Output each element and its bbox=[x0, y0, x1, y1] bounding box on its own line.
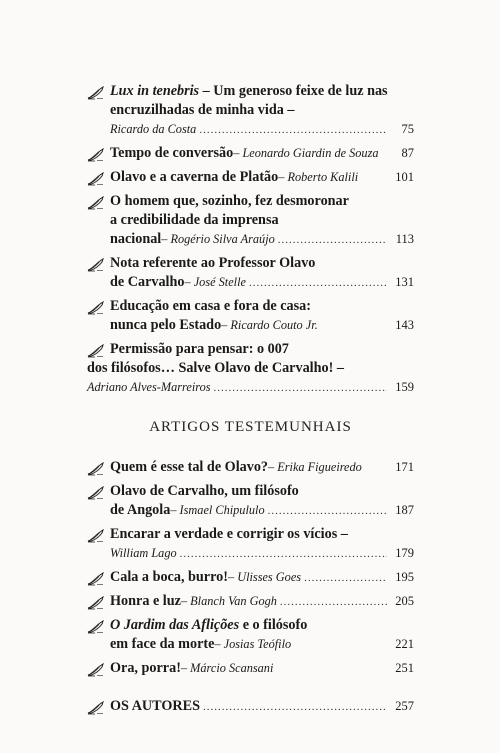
toc-entry[interactable] bbox=[87, 82, 414, 140]
entry-author: Ricardo da Costa bbox=[110, 122, 197, 136]
quill-pen-icon bbox=[87, 86, 105, 100]
entry-title: Educação em casa e fora de casa: bbox=[110, 298, 311, 314]
quill-pen-icon bbox=[87, 529, 105, 543]
quill-pen-icon bbox=[87, 596, 105, 610]
quill-pen-icon bbox=[87, 172, 105, 186]
leader-dots bbox=[268, 502, 387, 521]
page-number: 101 bbox=[395, 170, 414, 184]
quill-pen-icon bbox=[87, 663, 105, 677]
toc-entry[interactable] bbox=[87, 458, 414, 478]
leader-dots bbox=[304, 569, 387, 588]
entry-author: – Ismael Chipululo bbox=[170, 503, 265, 517]
entry-title: Tempo de conversão bbox=[110, 145, 234, 161]
entry-author: – José Stelle bbox=[184, 275, 246, 289]
entry-author: – Josias Teófilo bbox=[214, 637, 292, 651]
toc-entry[interactable] bbox=[87, 340, 414, 398]
toc-entry[interactable] bbox=[87, 144, 414, 164]
quill-pen-icon bbox=[87, 148, 105, 162]
entry-title: Nota referente ao Professor Olavo bbox=[110, 255, 316, 271]
entry-title: O homem que, sozinho, fez desmoronar bbox=[110, 193, 349, 209]
entry-author: – Ricardo Couto Jr. bbox=[221, 318, 318, 332]
entry-title: Quem é esse tal de Olavo? bbox=[110, 459, 269, 475]
entry-title: Ora, porra! bbox=[110, 660, 181, 676]
leader-dots bbox=[278, 231, 387, 250]
toc-entry[interactable] bbox=[87, 297, 414, 336]
leader-dots bbox=[280, 593, 387, 612]
toc-entry[interactable] bbox=[87, 592, 414, 612]
section-heading: ARTIGOS TESTEMUNHAIS bbox=[149, 419, 352, 435]
entry-title: e o filósofo bbox=[239, 617, 308, 633]
quill-pen-icon bbox=[87, 344, 105, 358]
page-number: 113 bbox=[395, 232, 414, 246]
table-of-contents bbox=[87, 82, 414, 721]
page-number: 87 bbox=[401, 146, 414, 160]
quill-pen-icon bbox=[87, 462, 105, 476]
toc-entry-authors[interactable] bbox=[87, 697, 414, 717]
entry-title-cont: de Angola bbox=[110, 502, 171, 518]
toc-entry[interactable] bbox=[87, 616, 414, 655]
page-number: 143 bbox=[395, 318, 414, 332]
entry-author: – Rogério Silva Araújo bbox=[161, 232, 275, 246]
toc-entry[interactable] bbox=[87, 168, 414, 188]
quill-pen-icon bbox=[87, 620, 105, 634]
entry-title-italic: O Jardim das Aflições bbox=[110, 617, 240, 633]
toc-entry[interactable] bbox=[87, 568, 414, 588]
entry-title: Olavo e a caverna de Platão bbox=[110, 169, 279, 185]
page-number: 75 bbox=[401, 122, 414, 136]
entry-author: – Márcio Scansani bbox=[180, 661, 274, 675]
toc-entry[interactable] bbox=[87, 482, 414, 521]
page-number: 205 bbox=[395, 594, 414, 608]
leader-dots bbox=[180, 545, 387, 564]
page-number: 221 bbox=[395, 637, 414, 651]
entry-title: Honra e luz bbox=[110, 593, 181, 609]
entry-title: Permissão para pensar: o 007 bbox=[110, 341, 289, 357]
leader-dots bbox=[199, 121, 387, 140]
entry-title-cont: nunca pelo Estado bbox=[110, 317, 222, 333]
leader-dots bbox=[249, 274, 387, 293]
entry-title: Cala a boca, burro! bbox=[110, 569, 228, 585]
entry-author: William Lago bbox=[110, 546, 177, 560]
entry-author: – Blanch Van Gogh bbox=[180, 594, 277, 608]
entry-title-cont: a credibilidade da imprensa bbox=[110, 212, 279, 228]
page-number: 257 bbox=[395, 699, 414, 713]
entry-author: – Leonardo Giardin de Souza bbox=[233, 146, 379, 160]
page-number: 195 bbox=[395, 570, 414, 584]
entry-title: Olavo de Carvalho, um filósofo bbox=[110, 483, 299, 499]
entry-author: – Ulisses Goes bbox=[227, 570, 302, 584]
entry-title-cont: em face da morte bbox=[110, 636, 215, 652]
quill-pen-icon bbox=[87, 701, 105, 715]
page-number: 131 bbox=[395, 275, 414, 289]
entry-title-cont: dos filósofos… Salve Olavo de Carvalho! – bbox=[87, 360, 344, 376]
toc-entry[interactable] bbox=[87, 525, 414, 564]
page-number: 187 bbox=[395, 503, 414, 517]
entry-author: – Erika Figueiredo bbox=[268, 460, 362, 474]
page-number: 171 bbox=[395, 460, 414, 474]
leader-dots bbox=[203, 698, 387, 717]
spacer bbox=[87, 683, 414, 697]
entry-title: Encarar a verdade e corrigir os vícios – bbox=[110, 526, 348, 542]
entry-title: OS AUTORES bbox=[110, 698, 201, 714]
quill-pen-icon bbox=[87, 258, 105, 272]
entry-author: Adriano Alves-Marreiros bbox=[87, 380, 211, 394]
toc-entry[interactable] bbox=[87, 192, 414, 250]
quill-pen-icon bbox=[87, 301, 105, 315]
toc-entry[interactable] bbox=[87, 254, 414, 293]
page-number: 179 bbox=[395, 546, 414, 560]
entry-title-italic: Lux in tenebris bbox=[110, 83, 200, 99]
quill-pen-icon bbox=[87, 486, 105, 500]
quill-pen-icon bbox=[87, 572, 105, 586]
entry-title-cont: de Carvalho bbox=[110, 274, 185, 290]
toc-entry[interactable] bbox=[87, 659, 414, 679]
entry-title-cont: nacional bbox=[110, 231, 162, 247]
entry-title-cont: encruzilhadas de minha vida – bbox=[110, 102, 295, 118]
entry-title: – Um generoso feixe de luz nas bbox=[199, 83, 388, 99]
page-number: 159 bbox=[395, 380, 414, 394]
entry-author: – Roberto Kalili bbox=[278, 170, 359, 184]
page-number: 251 bbox=[395, 661, 414, 675]
leader-dots bbox=[214, 379, 387, 398]
quill-pen-icon bbox=[87, 196, 105, 210]
